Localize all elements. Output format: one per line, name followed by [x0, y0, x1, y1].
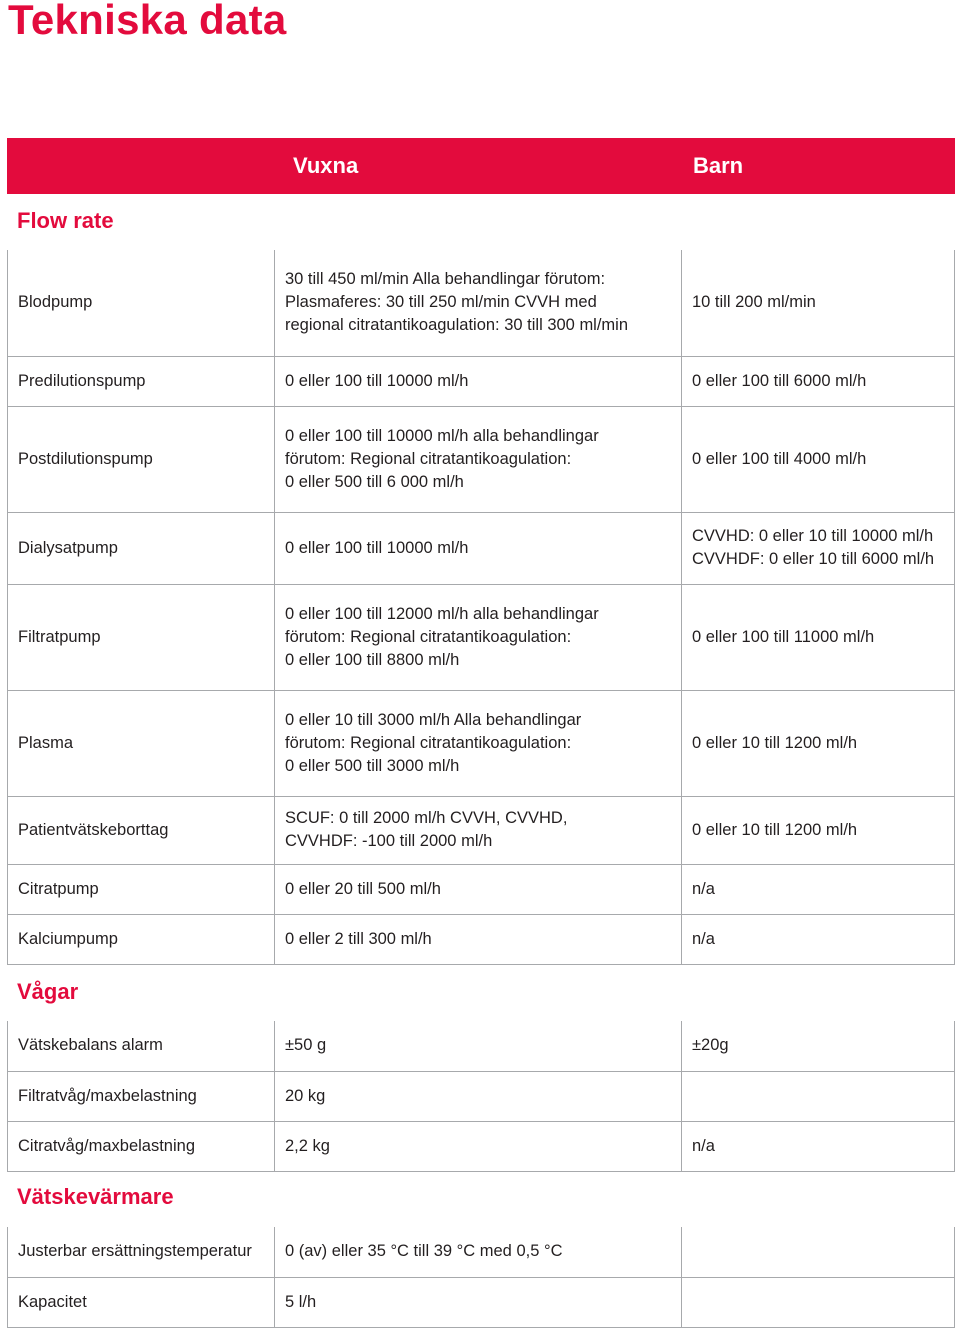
row-label: Kapacitet — [8, 1277, 275, 1327]
adult-value: 5 l/h — [275, 1277, 682, 1327]
flow-rate-table — [7, 250, 955, 965]
adult-value: ±50 g — [275, 1021, 682, 1071]
child-value: 0 eller 100 till 11000 ml/h — [682, 584, 955, 690]
row-label: Kalciumpump — [8, 914, 275, 964]
child-value: 0 eller 10 till 1200 ml/h — [682, 690, 955, 796]
child-value: 0 eller 10 till 1200 ml/h — [682, 796, 955, 864]
adult-value: 0 eller 100 till 10000 ml/h alla behandlingar förutom: Regional citratantikoagulation: 0 eller 500 till 6 000 ml/h — [275, 406, 682, 512]
table-row — [8, 250, 955, 356]
adult-value: 0 (av) eller 35 °C till 39 °C med 0,5 °C — [275, 1227, 682, 1277]
table-row — [8, 512, 955, 584]
child-value: CVVHD: 0 eller 10 till 10000 ml/h CVVHDF: 0 eller 10 till 6000 ml/h — [682, 512, 955, 584]
adult-value: 20 kg — [275, 1071, 682, 1121]
table-row — [8, 406, 955, 512]
table-row — [8, 584, 955, 690]
row-label: Postdilutionspump — [8, 406, 275, 512]
adult-value: 0 eller 20 till 500 ml/h — [275, 864, 682, 914]
adult-value: 30 till 450 ml/min Alla behandlingar förutom: Plasmaferes: 30 till 250 ml/min CVVH med regional citratantikoagulation: 30 till 300 ml/min — [275, 250, 682, 356]
adult-value: 0 eller 100 till 10000 ml/h — [275, 512, 682, 584]
row-label: Blodpump — [8, 250, 275, 356]
column-header-children: Barn — [693, 153, 744, 178]
row-label: Patientvätskeborttag — [8, 796, 275, 864]
adult-value: 2,2 kg — [275, 1121, 682, 1171]
table-row — [8, 1071, 955, 1121]
row-label: Plasma — [8, 690, 275, 796]
table-row — [8, 864, 955, 914]
adult-value: SCUF: 0 till 2000 ml/h CVVH, CVVHD, CVVHDF: -100 till 2000 ml/h — [275, 796, 682, 864]
table-row — [8, 1121, 955, 1171]
child-value: 0 eller 100 till 6000 ml/h — [682, 356, 955, 406]
row-label: Vätskebalans alarm — [8, 1021, 275, 1071]
table-row — [8, 1227, 955, 1277]
child-value: n/a — [682, 864, 955, 914]
page-title: Tekniska data — [8, 0, 287, 43]
scales-table — [7, 1021, 955, 1172]
child-value: 0 eller 100 till 4000 ml/h — [682, 406, 955, 512]
row-label: Citratpump — [8, 864, 275, 914]
table-row — [8, 914, 955, 964]
section-title-fluid-warmer: Vätskevärmare — [17, 1184, 174, 1209]
row-label: Justerbar ersättningstemperatur — [8, 1227, 275, 1277]
column-header-adults: Vuxna — [293, 153, 359, 178]
section-title-scales: Vågar — [17, 979, 79, 1004]
table-row — [8, 1021, 955, 1071]
adult-value: 0 eller 2 till 300 ml/h — [275, 914, 682, 964]
table-row — [8, 690, 955, 796]
row-label: Dialysatpump — [8, 512, 275, 584]
adult-value: 0 eller 100 till 10000 ml/h — [275, 356, 682, 406]
child-value — [682, 1277, 955, 1327]
child-value: n/a — [682, 914, 955, 964]
section-title-flow-rate: Flow rate — [17, 208, 114, 233]
child-value — [682, 1071, 955, 1121]
row-label: Predilutionspump — [8, 356, 275, 406]
adult-value: 0 eller 10 till 3000 ml/h Alla behandlingar förutom: Regional citratantikoagulation: 0 eller 500 till 3000 ml/h — [275, 690, 682, 796]
fluid-warmer-table — [7, 1227, 955, 1328]
table-row — [8, 796, 955, 864]
child-value — [682, 1227, 955, 1277]
row-label: Citratvåg/maxbelastning — [8, 1121, 275, 1171]
adult-value: 0 eller 100 till 12000 ml/h alla behandlingar förutom: Regional citratantikoagulation: 0 eller 100 till 8800 ml/h — [275, 584, 682, 690]
child-value: 10 till 200 ml/min — [682, 250, 955, 356]
table-row — [8, 1277, 955, 1327]
table-row — [8, 356, 955, 406]
row-label: Filtratvåg/maxbelastning — [8, 1071, 275, 1121]
row-label: Filtratpump — [8, 584, 275, 690]
child-value: ±20g — [682, 1021, 955, 1071]
child-value: n/a — [682, 1121, 955, 1171]
column-header-band — [7, 138, 955, 194]
